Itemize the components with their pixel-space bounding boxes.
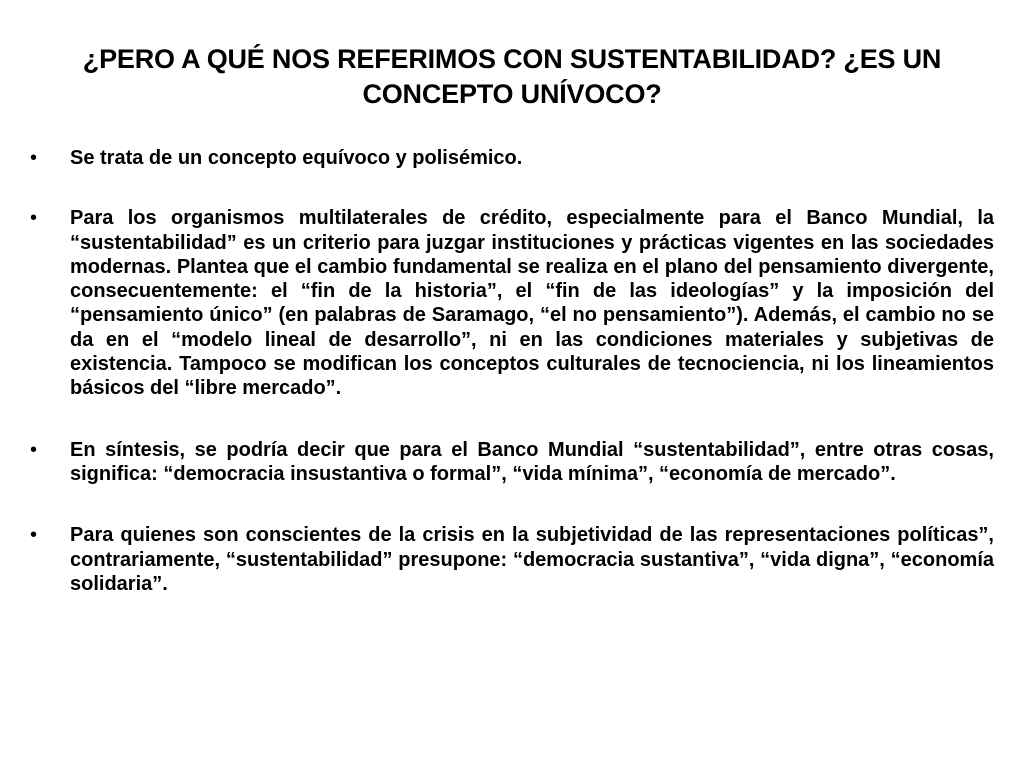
slide-title: ¿PERO A QUÉ NOS REFERIMOS CON SUSTENTABILIDAD? ¿ES UN CONCEPTO UNÍVOCO? <box>82 44 942 109</box>
bullet-text-1: Se trata de un concepto equívoco y polisémico. <box>70 147 523 169</box>
bullet-item-2 <box>30 206 994 400</box>
bullet-icon: • <box>30 438 38 461</box>
bullet-text-4: Para quienes son conscientes de la crisis en la subjetividad de las representaciones políticas”, contrariamente, “sustentabilidad” presupone: “democracia sustantiva”, “vida digna”, “economía solidaria”. <box>70 524 994 595</box>
bullet-icon: • <box>30 524 38 547</box>
bullet-item-3 <box>30 438 994 487</box>
bullet-icon: • <box>30 207 38 230</box>
bullet-item-4 <box>30 523 994 596</box>
bullet-icon: • <box>30 147 38 169</box>
bullet-item-1 <box>30 146 994 170</box>
bullet-text-3: En síntesis, se podría decir que para el Banco Mundial “sustentabilidad”, entre otras cosas, significa: “democracia insustantiva o formal”, “vida mínima”, “economía de mercado”. <box>70 438 994 485</box>
bullet-list <box>30 146 994 596</box>
bullet-text-2: Para los organismos multilaterales de crédito, especialmente para el Banco Mundial, la “sustentabilidad” es un criterio para juzgar instituciones y prácticas vigentes en las sociedades modernas. Plantea que el cambio fundamental se realiza en el plano del pensamiento divergente, consecuentemente: el “fin de la historia”, el “fin de las ideologías” y la imposición del “pensamiento único” (en palabras de Saramago, “el no pensamiento”). Además, el cambio no se da en el “modelo lineal de desarrollo”, ni en las condiciones materiales y subjetivas de existencia. Tampoco se modifican los conceptos culturales de tecnociencia, ni los lineamientos básicos del “libre mercado”. <box>70 207 994 400</box>
